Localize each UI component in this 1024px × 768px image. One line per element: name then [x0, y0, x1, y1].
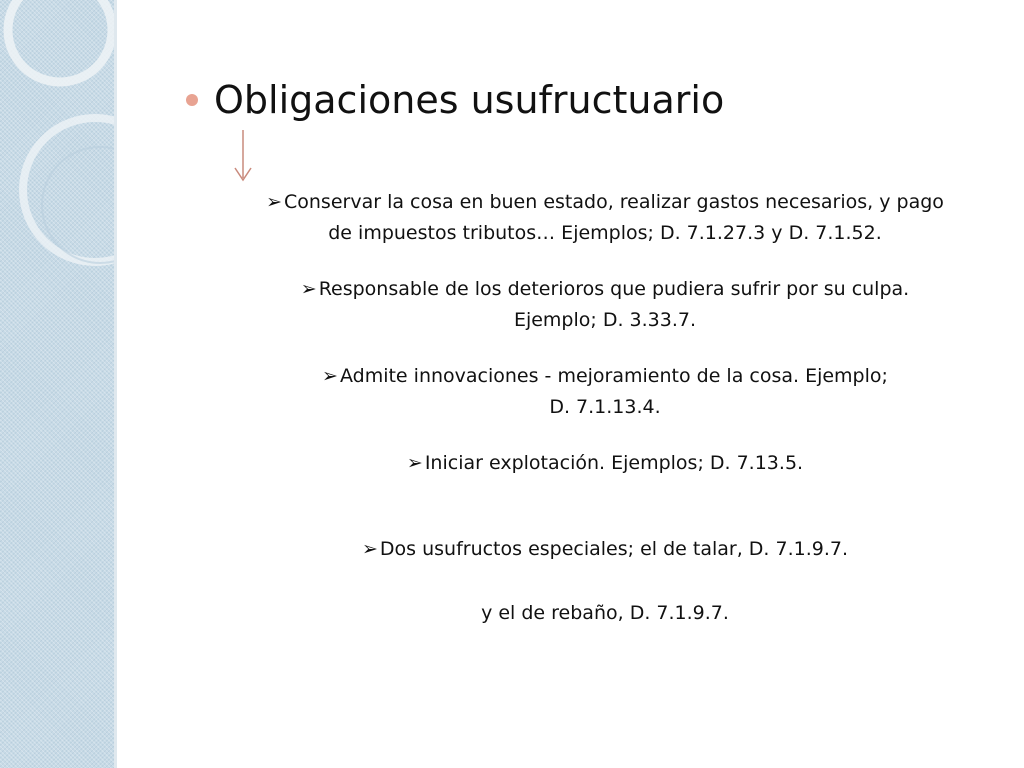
list-item-text: Conservar la cosa en buen estado, realizar gastos necesarios, y pago: [284, 191, 944, 213]
list-item-text: Responsable de los deterioros que pudiera sufrir por su culpa.: [318, 278, 910, 300]
list-item: [225, 361, 985, 423]
list-item-text: y el de rebaño, D. 7.1.9.7.: [481, 602, 729, 624]
list-item-line: [225, 448, 985, 479]
title-bullet-icon: [186, 94, 198, 106]
decorative-circles: [0, 0, 114, 768]
arrow-bullet-icon: ➢: [322, 365, 338, 387]
decorative-sidebar: [0, 0, 114, 768]
sidebar-edge: [114, 0, 117, 768]
list-item: [225, 448, 985, 479]
list-item-line: [225, 274, 985, 305]
list-item-line: [225, 361, 985, 392]
arrow-bullet-icon: ➢: [406, 452, 423, 474]
list-item-text: Iniciar explotación. Ejemplos; D. 7.13.5.: [424, 452, 804, 474]
list-item-text: de impuestos tributos… Ejemplos; D. 7.1.27.3 y D. 7.1.52.: [328, 222, 882, 244]
down-arrow-icon: [232, 128, 254, 186]
slide-content: [225, 187, 985, 629]
list-item: [225, 534, 985, 565]
arrow-bullet-icon: ➢: [361, 538, 378, 560]
slide-title: Obligaciones usufructuario: [214, 78, 725, 122]
arrow-bullet-icon: ➢: [266, 191, 282, 213]
list-item-text: D. 7.1.13.4.: [549, 396, 661, 418]
list-item-line: [225, 534, 985, 565]
list-item: [225, 274, 985, 336]
list-item-line: [225, 187, 985, 218]
list-item: [225, 187, 985, 249]
list-item-text: Admite innovaciones - mejoramiento de la cosa. Ejemplo;: [339, 365, 888, 387]
list-item-text: Ejemplo; D. 3.33.7.: [513, 309, 697, 331]
title-row: [186, 78, 724, 122]
arrow-bullet-icon: ➢: [300, 278, 317, 300]
list-item-text: Dos usufructos especiales; el de talar, D. 7.1.9.7.: [379, 538, 849, 560]
list-item: [225, 598, 985, 629]
